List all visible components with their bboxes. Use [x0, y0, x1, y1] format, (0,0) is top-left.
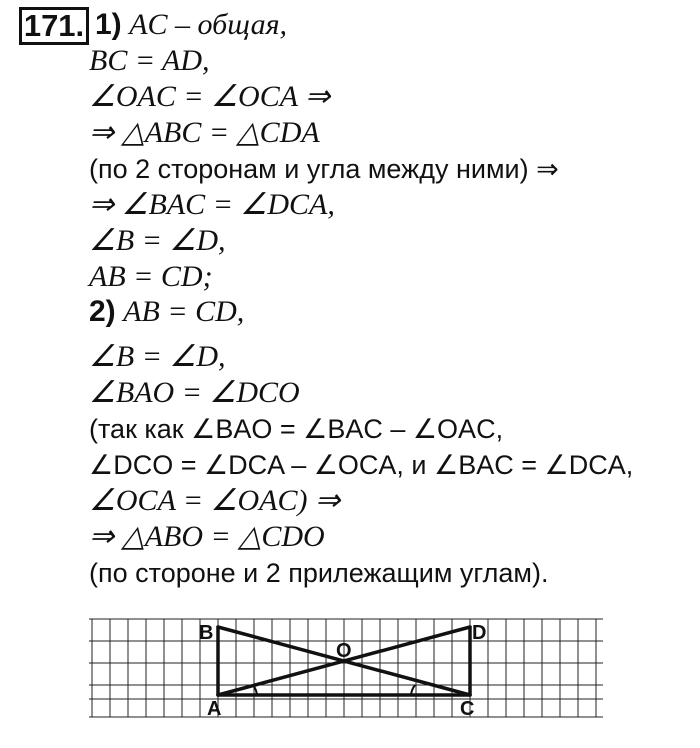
point-label-d: D: [472, 622, 487, 644]
line-text: ∠B = ∠D,: [89, 224, 226, 257]
solution-line-16: [89, 556, 548, 590]
point-label-b: B: [199, 622, 214, 644]
solution-line-15: [89, 520, 325, 554]
point-label-c: C: [460, 698, 475, 720]
line-text: BC = AD,: [89, 44, 210, 77]
line-text: ∠OAC = ∠OCA ⇒: [89, 80, 331, 113]
solution-line-4: [89, 116, 320, 150]
line-text: ∠BAO = ∠DCO: [89, 376, 300, 409]
line-text: AC – общая,: [129, 8, 288, 41]
line-text: ⇒ △ABC = △CDA: [89, 116, 320, 149]
part-2-label: 2): [89, 295, 116, 328]
solution-line-8: [89, 260, 213, 294]
line-text: ⇒ ∠BAC = ∠DCA,: [89, 188, 335, 221]
geometry-figure: [89, 615, 609, 730]
point-labels: [199, 622, 486, 720]
solution-line-14: [89, 484, 340, 518]
grid: [89, 619, 603, 717]
solution-line-7: [89, 224, 226, 258]
solution-line-3: [89, 80, 330, 114]
line-text: AB = CD;: [89, 260, 213, 293]
line-text: AB = CD,: [123, 295, 245, 328]
solution-line-11: [89, 376, 300, 410]
solution-line-13: [89, 448, 633, 482]
line-text: (по 2 сторонам и угла между ними) ⇒: [89, 154, 559, 184]
solution-line-10: [89, 340, 226, 374]
line-text: ∠OCA = ∠OAC) ⇒: [89, 484, 341, 517]
point-label-a: A: [207, 698, 222, 720]
line-text: ∠DCO = ∠DCA – ∠OCA, и ∠BAC = ∠DCA,: [89, 450, 634, 480]
line-text: (по стороне и 2 прилежащим углам).: [89, 558, 549, 588]
problem-number: 171.: [19, 7, 89, 45]
solution-line-2: [89, 44, 210, 78]
solution-line-6: [89, 188, 335, 222]
point-label-o: O: [336, 640, 352, 662]
solution-line-1: [95, 8, 287, 42]
solution-line-9: [89, 295, 244, 329]
part-1-label: 1): [95, 8, 122, 41]
line-text: ⇒ △ABO = △CDO: [89, 520, 325, 553]
line-text: ∠B = ∠D,: [89, 340, 226, 373]
line-text: (так как ∠BAO = ∠BAC – ∠OAC,: [89, 414, 504, 444]
solution-line-5: [89, 152, 559, 186]
solution-line-12: [89, 412, 503, 446]
grid-diagram: [89, 615, 609, 725]
